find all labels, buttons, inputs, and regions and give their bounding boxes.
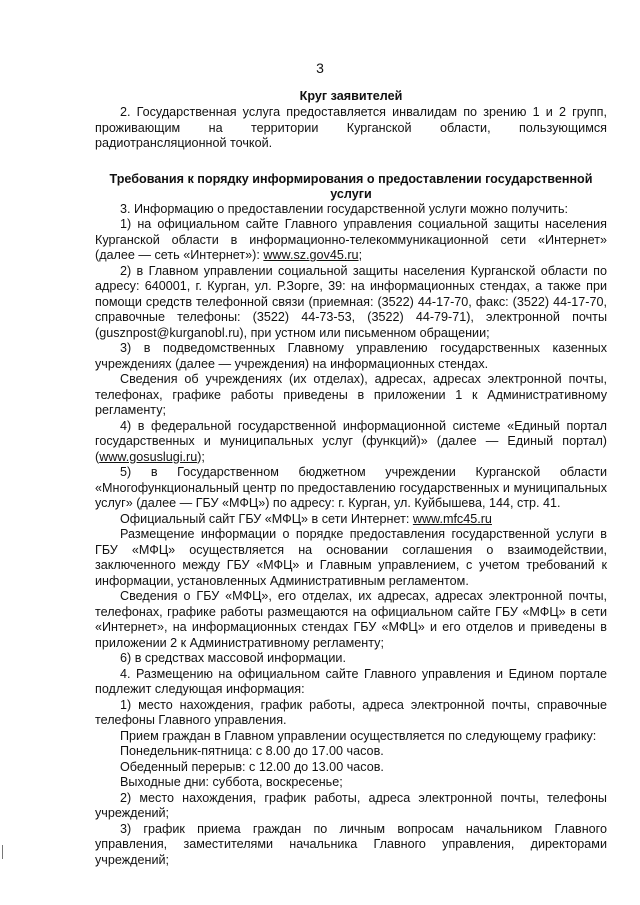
- section-title-applicants: Круг заявителей: [299, 89, 403, 103]
- paragraph-3-4: [95, 419, 607, 466]
- paragraph-4-1b: Прием граждан в Главном управлении осуществляется по следующему графику:: [120, 728, 597, 743]
- paragraph-3-5b-text: Официальный сайт ГБУ «МФЦ» в сети Интернет:: [120, 511, 413, 526]
- paragraph-4-1c: Понедельник-пятница: с 8.00 до 17.00 часов.: [120, 744, 384, 758]
- paragraph-3-3b: Сведения об учреждениях (их отделах), адресах, адресах электронной почты, телефонах, графике работы приведены в приложении 1 к Административному регламенту;: [95, 372, 607, 417]
- paragraph-4-1e: Выходные дни: суббота, воскресенье;: [120, 775, 343, 789]
- paragraph-3-6: 6) в средствах массовой информации.: [120, 651, 346, 665]
- scan-edge-mark: [2, 845, 8, 859]
- paragraph-3-4-end: );: [197, 449, 205, 464]
- paragraph-3-4-text: 4) в федеральной государственной информационной системе «Единый портал государственных и муниципальных услуг (функций)» (далее — Единый портал) (: [95, 418, 607, 464]
- section-title-informing: Требования к порядку информирования о предоставлении государственной услуги: [109, 171, 593, 201]
- paragraph-4-3: 3) график приема граждан по личным вопросам начальником Главного управления, заместителями начальника Главного управления, директорами учреждений;: [95, 821, 607, 867]
- paragraph-3-3: 3) в подведомственных Главному управлению государственных казенных учреждениях (далее — учреждения) на информационных стендах.: [95, 341, 607, 371]
- paragraph-3-2: 2) в Главном управлении социальной защиты населения Курганской области по адресу: 640001, г. Курган, ул. Р.Зорге, 39: на информационных стендах, а также при помощи средств телефонной связи (приемная: (3522) 44-17-70, факс: (3522) 44-17-70, справочные телефоны: (3522) 44-73-53, (3522) 44-79-71), электронной почты (gusznpost@kurganobl.ru), при устном или письменном обращении;: [95, 263, 607, 340]
- paragraph-2: 2. Государственная услуга предоставляется инвалидам по зрению 1 и 2 групп, проживающим на территории Курганской области, пользующимся радиотрансляционной точкой.: [95, 105, 607, 150]
- page-number: 3: [316, 60, 324, 76]
- paragraph-3-5: 5) в Государственном бюджетном учреждении Курганской области «Многофункциональный центр по предоставлению государственных и муниципальных услуг» (далее — ГБУ «МФЦ») по адресу: г. Курган, ул. Куйбышева, 144, стр. 41.: [95, 465, 607, 510]
- link-mfc45[interactable]: www.mfc45.ru: [412, 511, 492, 526]
- paragraph-3-1-end: ;: [358, 248, 363, 262]
- paragraph-3-5b: [95, 512, 607, 528]
- paragraph-4-1d: Обеденный перерыв: с 12.00 до 13.00 часов.: [120, 759, 384, 774]
- link-gosuslugi[interactable]: www.gosuslugi.ru: [99, 449, 198, 464]
- paragraph-3-1-text: 1) на официальном сайте Главного управления социальной защиты населения Курганской области в информационно-телекоммуникационной сети «Интернет» (далее — сеть «Интернет»):: [95, 217, 607, 262]
- paragraph-4: 4. Размещению на официальном сайте Главного управления и Едином портале подлежит следующая информация:: [95, 666, 607, 696]
- paragraph-3-1: [95, 217, 607, 264]
- paragraph-4-1: 1) место нахождения, график работы, адреса электронной почты, справочные телефоны Главного управления.: [95, 697, 607, 727]
- paragraph-3-5c: Размещение информации о порядке предоставления государственной услуги в ГБУ «МФЦ» осуществляется на основании соглашения о взаимодействии, заключенного между ГБУ «МФЦ» и Главным управлением, с учетом требований к информации, установленных Административным регламентом.: [95, 527, 607, 588]
- paragraph-4-2: 2) место нахождения, график работы, адреса электронной почты, телефоны учреждений;: [95, 790, 607, 820]
- paragraph-3-5d: Сведения о ГБУ «МФЦ», его отделах, их адресах, адресах электронной почты, телефонах, графике работы размещаются на официальном сайте ГБУ «МФЦ» в сети «Интернет», на информационных стендах ГБУ «МФЦ» и его отделов и приведены в приложении 2 к Административному регламенту;: [95, 589, 607, 650]
- link-sz-gov45[interactable]: www.sz.gov45.ru: [263, 248, 359, 262]
- document-body: [95, 89, 607, 868]
- paragraph-3: 3. Информацию о предоставлении государственной услуги можно получить:: [120, 201, 569, 216]
